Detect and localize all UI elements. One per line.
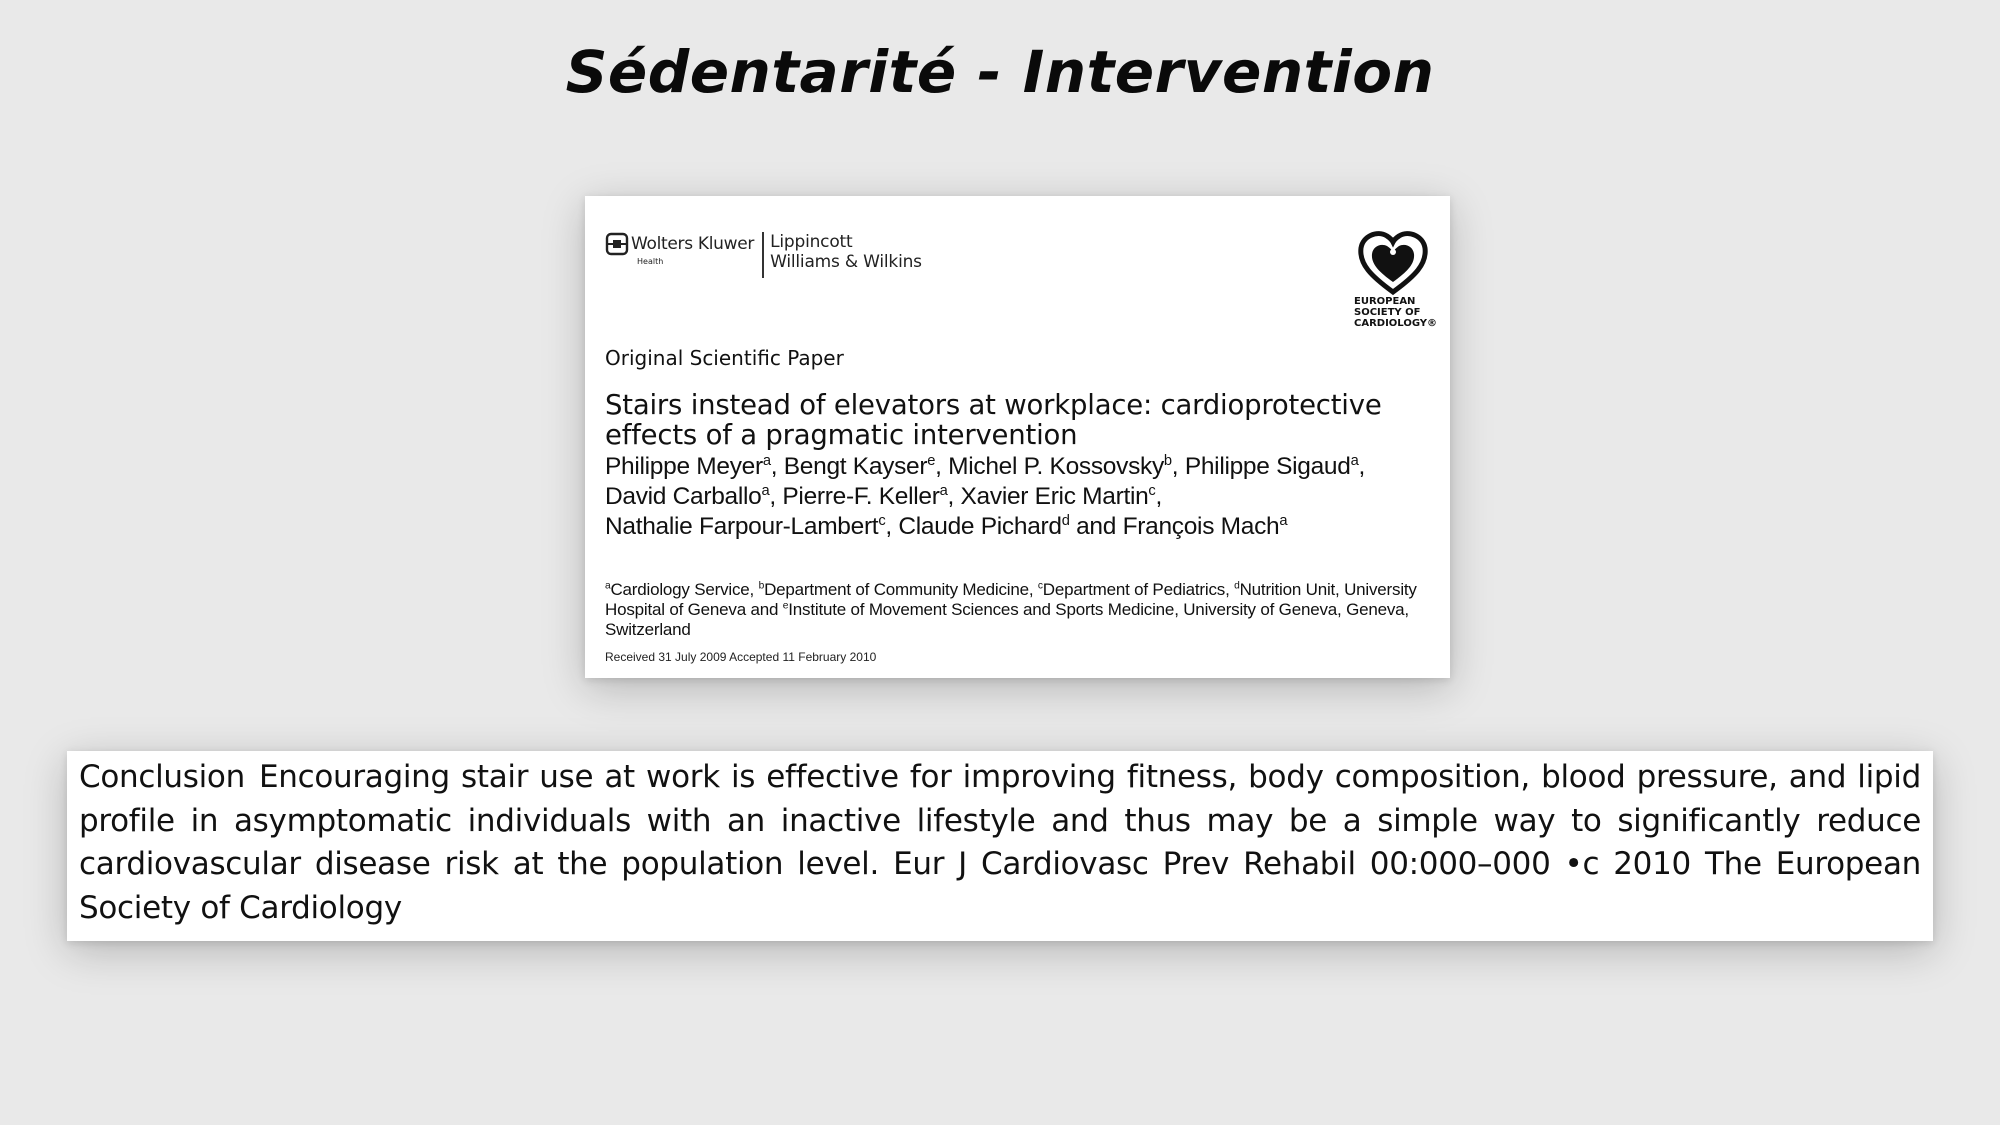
author: Philippe Meyer$^a$, <box>605 452 784 480</box>
affiliation: Department of Pediatrics, <box>1042 580 1235 599</box>
author: Pierre-F. Keller$^a$, <box>782 482 961 510</box>
author: Nathalie Farpour-Lambert$^c$, <box>605 512 899 540</box>
paper-title-line-1: Stairs instead of elevators at workplace: cardioprotective <box>605 389 1382 421</box>
affiliation: Department of Community Medicine, <box>764 580 1038 599</box>
paper-title-line-2: effects of a pragmatic intervention <box>605 419 1078 451</box>
author: François Mach$^a$ <box>1122 512 1288 540</box>
author: Bengt Kayser$^e$, <box>783 452 949 480</box>
esc-text-line-1: EUROPEAN <box>1354 296 1416 307</box>
author: Philippe Sigaud$^a$, <box>1184 452 1365 480</box>
paper-header-image <box>585 196 1450 678</box>
conclusion-body: Encouraging stair use at work is effective for improving fitness, body composition, blood pressure, and lipid profile in asymptomatic individuals with an inactive lifestyle and thus may be a simple way to significantly reduce cardiovascular disease risk at the population level. Eur J Cardiovasc Prev Rehabil 00:000–000 •c 2010 The European Society of Cardiology <box>79 759 1921 926</box>
affiliation: Institute of Movement Sciences and Sports Medicine, University of Geneva, Geneva, Switzerland <box>605 600 1409 639</box>
author: Michel P. Kossovsky$^b$, <box>948 452 1185 480</box>
slide-title: Sédentarité - Intervention <box>565 38 1435 106</box>
author: Xavier Eric Martin$^c$, <box>960 482 1162 510</box>
received-dates: Received 31 July 2009 Accepted 11 February 2010 <box>605 650 877 664</box>
esc-text-line-3: CARDIOLOGY® <box>1354 318 1438 329</box>
lww-line-1: Lippincott <box>770 232 853 252</box>
paper-title <box>605 390 1435 450</box>
conclusion-text <box>79 756 1921 930</box>
wolters-kluwer-logo-icon <box>605 232 629 256</box>
publisher-divider <box>762 232 764 278</box>
esc-heart-logo-icon <box>1357 230 1429 296</box>
affiliation: Nutrition Unit, University Hospital of Geneva and <box>605 580 1417 619</box>
affiliation: Cardiology Service, <box>610 580 759 599</box>
author: David Carballo$^a$, <box>605 482 783 510</box>
affiliations: $^a$Cardiology Service, $^b$Department of Community Medicine, $^c$Department of Pediatrics, $^d$Nutrition Unit, University Hospital of Geneva and $^e$Institute of Movement Sciences and Sports Medicine, University of Geneva, Geneva, Switzerland <box>605 580 1417 639</box>
esc-text-line-2: SOCIETY OF <box>1354 307 1421 318</box>
wolters-kluwer-name: Wolters Kluwer <box>631 234 755 254</box>
conclusion-excerpt <box>67 751 1933 941</box>
publisher-logo <box>605 232 922 278</box>
author: Claude Pichard$^d$ and <box>898 512 1123 540</box>
conclusion-label: Conclusion <box>79 759 245 795</box>
esc-logo <box>1348 230 1438 329</box>
author-list <box>605 452 1445 542</box>
wolters-kluwer-sub: Health <box>637 257 664 266</box>
lww-line-2: Williams & Wilkins <box>770 252 922 272</box>
paper-type: Original Scientific Paper <box>605 346 844 370</box>
